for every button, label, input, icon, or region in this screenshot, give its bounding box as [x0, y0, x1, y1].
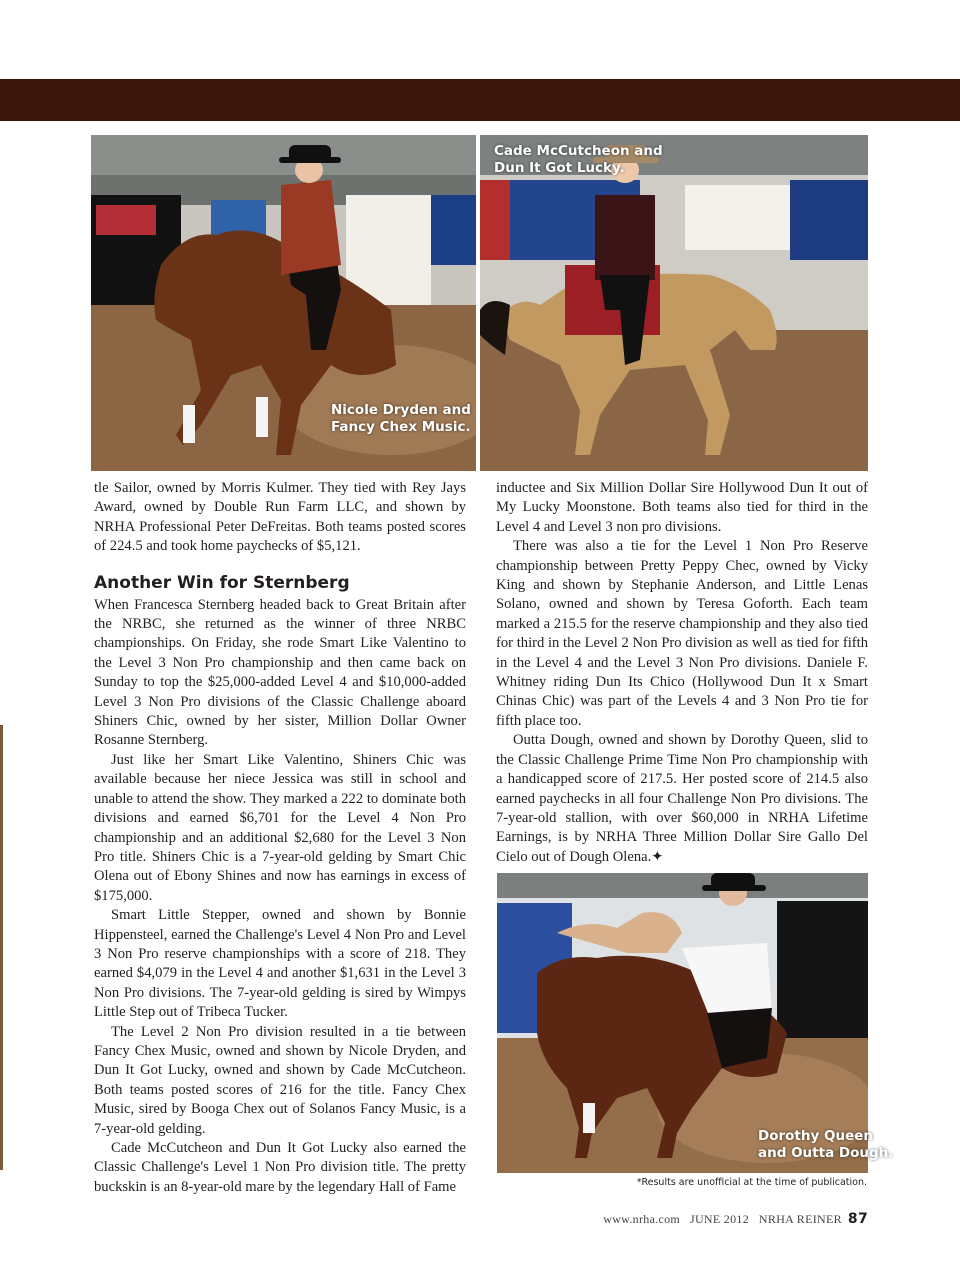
page-edge-strip [0, 725, 3, 1170]
body-paragraph: There was also a tie for the Level 1 Non Pro Reserve championship between Pretty Peppy Chec, owned by Vicky King and shown by Stephanie Anderson, and Little Lenas Solano, owned and shown by Teresa Goforth. Each team marked a 215.5 for the reserve championship and they also tied for third in the Level 2 Non Pro division as well as tied for fifth in the Level 4 and the Level 3 Non Pro divisions. Daniele F. Whitney riding Dun Its Chico (Hollywood Dun It x Smart Chinas Chic) was part of the Levels 4 and 3 Non Pro tie for fifth place too. [496, 538, 868, 729]
body-paragraph: Just like her Smart Like Valentino, Shiners Chic was available because her niece Jessica was still in school and unable to attend the show. They marked a 222 to dominate both divisions and earned $6,701 for the Level 4 Non Pro championship and an additional $2,680 for the Level 3 Non Pro title. Shiners Chic is a 7-year-old gelding by Smart Chic Olena out of Ebony Shines and now has earnings in excess of $175,000. [94, 751, 466, 904]
caption-line: Dorothy Queen [758, 1128, 873, 1144]
body-paragraph: The Level 2 Non Pro division resulted in a tie between Fancy Chex Music, owned and shown by Nicole Dryden, and Dun It Got Lucky, owned and shown by Cade McCutcheon. Both teams posted scores of 216 for the title. Fancy Chex Music, sired by Booga Chex out of Solanos Fancy Music, is a 7-year-old gelding. [94, 1023, 466, 1137]
footer-issue: JUNE 2012 [689, 1212, 750, 1226]
footnote: *Results are unofficial at the time of publication. [636, 1177, 867, 1188]
caption-line: Fancy Chex Music. [331, 419, 471, 435]
photo-cade-mccutcheon [480, 135, 868, 471]
caption-line: Cade McCutcheon and [494, 143, 663, 159]
body-paragraph: inductee and Six Million Dollar Sire Hollywood Dun It out of My Lucky Moonstone. Both teams also tied for third in the Level 4 and Level 3 non pro divisions. [496, 480, 868, 535]
section-heading: Another Win for Sternberg [94, 572, 350, 593]
footer-url: www.nrha.com [603, 1212, 681, 1226]
body-paragraph: When Francesca Sternberg headed back to Great Britain after the NRBC, she returned as the winner of three NRBC championships. On Friday, she rode Smart Like Valentino to the Level 3 Non Pro championship and then came back on Sunday to top the $25,000-added Level 4 and $10,000-added Level 3 Non Pro divisions of the Classic Challenge aboard Shiners Chic, owned by her sister, Million Dollar Owner Rosanne Sternberg. [94, 596, 466, 749]
page-footer [603, 1211, 868, 1227]
header-band [0, 79, 960, 121]
caption-top-right [494, 143, 663, 177]
caption-line: and Outta Dough. [758, 1145, 894, 1161]
end-mark-icon: ✦ [651, 848, 664, 865]
body-paragraph [496, 731, 868, 867]
body-paragraph: Cade McCutcheon and Dun It Got Lucky also earned the Classic Challenge's Level 1 Non Pro division title. The pretty buckskin is an 8-year-old mare by the legendary Hall of Fame [94, 1140, 466, 1195]
body-paragraph: tle Sailor, owned by Morris Kulmer. They tied with Rey Jays Award, owned by Double Run Farm LLC, and shown by NRHA Professional Peter DeFreitas. Both teams posted scores of 224.5 and took home paychecks of $5,121. [94, 480, 466, 555]
body-paragraph: Smart Little Stepper, owned and shown by Bonnie Hippensteel, earned the Challenge's Level 4 Non Pro and Level 3 Non Pro reserve championships with a score of 218. They earned $4,079 in the Level 4 and another $1,631 in the Level 3 Non Pro divisions. The 7-year-old gelding is sired by Wimpys Little Step out of Tribeca Tucker. [94, 907, 466, 1021]
page-number: 87 [847, 1211, 868, 1227]
left-column [94, 479, 466, 1197]
right-column [496, 479, 868, 867]
caption-bottom-right [758, 1128, 893, 1162]
caption-line: Dun It Got Lucky. [494, 160, 625, 176]
paragraph-text: Outta Dough, owned and shown by Dorothy Queen, slid to the Classic Challenge Prime Time Non Pro championship with a handicapped score of 217.5. Her posted score of 214.5 also earned paychecks in all four Challenge Non Pro divisions. The 7-year-old stallion, with over $60,000 in NRHA Lifetime Earnings, is by NRHA Three Million Dollar Sire Gallo Del Cielo out of Dough Olena. [496, 732, 868, 865]
caption-top-left [331, 402, 471, 436]
footer-magazine: NRHA REINER [758, 1212, 842, 1226]
caption-line: Nicole Dryden and [331, 402, 471, 418]
